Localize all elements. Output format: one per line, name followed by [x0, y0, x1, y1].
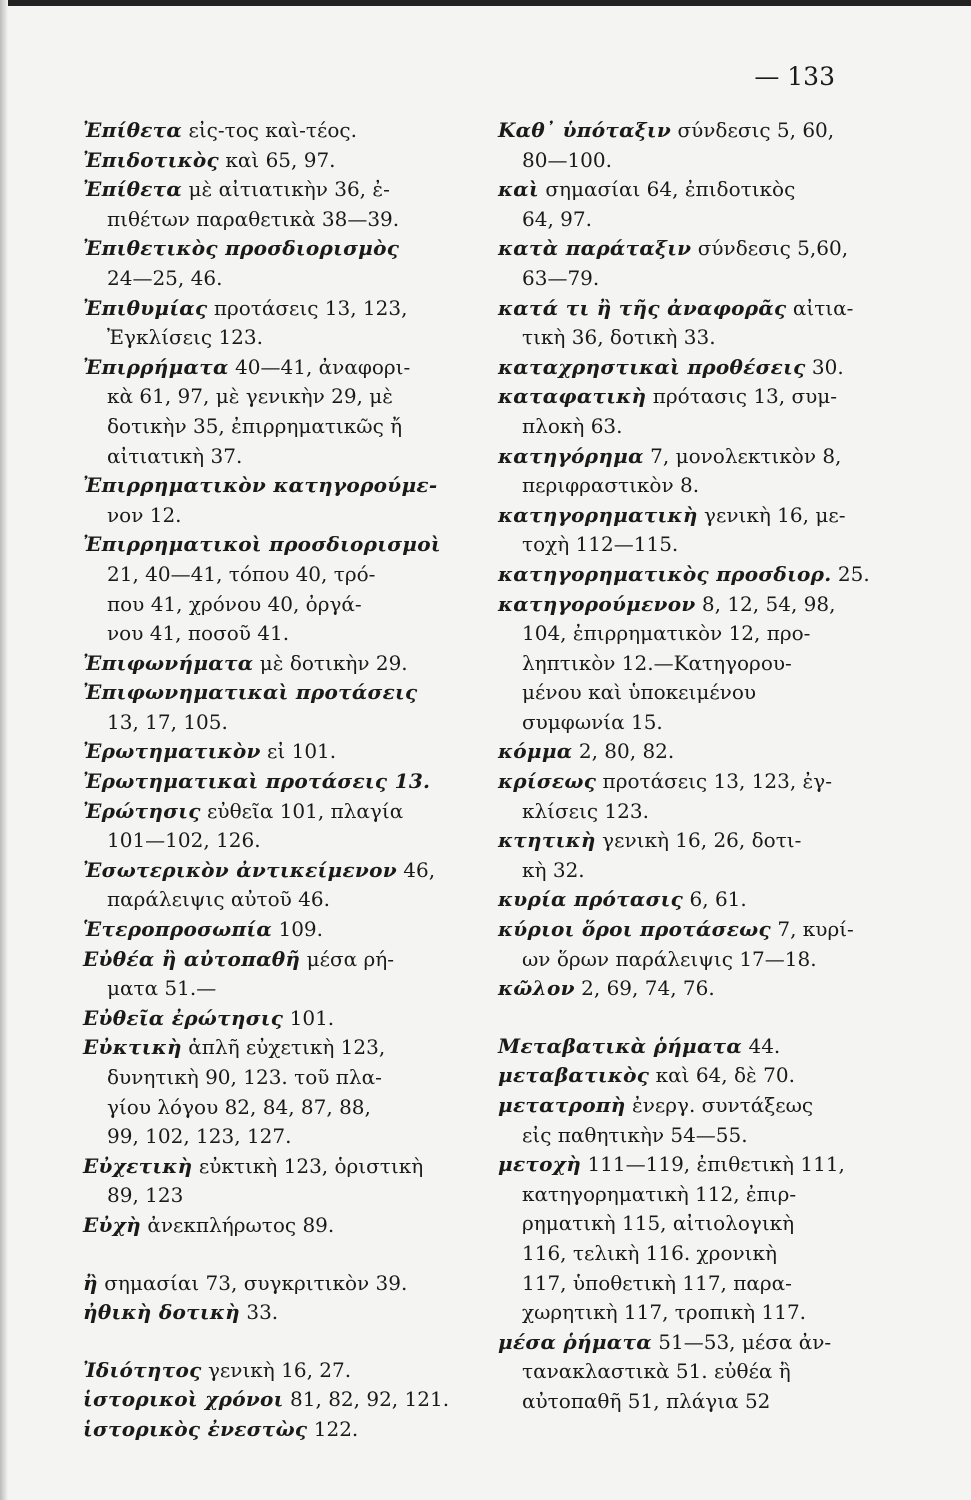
index-entry-line	[498, 767, 858, 797]
index-entry-refs: εἰς παθητικὴν 54—55.	[522, 1122, 748, 1147]
index-entry-refs: τοχὴ 112—115.	[522, 532, 679, 557]
index-entry-term: μετατροπὴ	[498, 1093, 626, 1117]
index-entry	[83, 530, 443, 648]
index-entry-refs: 30.	[805, 354, 844, 379]
index-entry-line	[83, 1063, 443, 1093]
index-entry-refs: ληπτικὸν 12.—Κατηγορου-	[522, 650, 792, 675]
index-entry-line	[498, 1387, 858, 1417]
index-entry-term: Ἐρωτηματικαὶ προτάσεις 13.	[83, 769, 431, 794]
index-entry	[83, 1356, 443, 1386]
index-entry-line	[83, 1181, 443, 1211]
index-entry-term: Ἰδιότητος	[83, 1357, 202, 1382]
index-entry-refs: που 41, χρόνου 40, ὀργά-	[107, 591, 362, 616]
index-entry-refs: 51—53, μέσα ἀν-	[651, 1329, 832, 1354]
index-entry	[498, 175, 858, 234]
index-entry	[498, 560, 870, 590]
index-entry-term: καὶ	[498, 177, 539, 202]
index-entry-line	[498, 353, 858, 383]
index-entry-term: κυρία πρότασις	[498, 887, 684, 912]
index-entry-refs: πιθέτων παραθετικὰ 38—39.	[107, 206, 400, 231]
index-entry	[83, 1211, 443, 1241]
index-entry-refs: γίου λόγου 82, 84, 87, 88,	[107, 1094, 371, 1119]
index-entry-term: Ἐρωτηματικὸν	[83, 739, 261, 764]
page-top-edge	[0, 0, 971, 6]
index-entry-line	[498, 1209, 858, 1239]
index-entry-refs: 80—100.	[522, 147, 612, 172]
section-gap	[498, 1004, 858, 1032]
index-entry-refs: σύνδεσις 5, 60,	[671, 118, 835, 142]
index-entry	[83, 175, 443, 234]
index-entry-term: Ἐπίθετα	[83, 118, 183, 142]
index-entry-line	[83, 1415, 443, 1445]
index-entry	[83, 856, 443, 915]
index-entry-refs: ων ὅρων παράλειψις 17—18.	[522, 946, 817, 971]
index-entry	[83, 945, 443, 1004]
index-entry-line	[83, 649, 443, 679]
index-entry	[83, 1004, 443, 1034]
index-entry-line	[83, 294, 443, 324]
index-entry-refs: ἀνεκπλήρωτος 89.	[141, 1212, 335, 1237]
index-entry	[498, 382, 858, 441]
index-entry-refs: νον 12.	[107, 502, 182, 527]
index-entry-refs: κὰ 61, 97, μὲ γενικὴν 29, μὲ	[107, 384, 393, 409]
index-entry-term: Ἐσωτερικὸν ἀντικείμενον	[83, 857, 397, 882]
index-entry-refs: 109.	[272, 917, 323, 942]
index-entry-refs: 21, 40—41, τόπου 40, τρό-	[107, 561, 376, 586]
index-entry-term: κῶλον	[498, 976, 575, 1001]
index-entry-line	[83, 826, 443, 856]
index-entry-line	[83, 146, 443, 176]
index-entry-refs: 2, 69, 74, 76.	[574, 976, 715, 1001]
index-entry	[498, 1061, 858, 1091]
index-entry-refs: 8, 12, 54, 98,	[695, 591, 836, 616]
index-entry-line	[83, 974, 443, 1004]
index-entry-term: Εὐκτικὴ	[83, 1035, 182, 1060]
index-entry-refs: 40—41, ἀναφορι-	[228, 354, 411, 379]
index-entry-line	[83, 501, 443, 531]
index-entry-line	[83, 116, 443, 146]
index-entry	[498, 885, 858, 915]
index-entry-line	[83, 442, 443, 472]
index-entry-term: κατηγορούμενον	[498, 591, 696, 616]
index-entry-refs: γενικὴ 16, με-	[697, 502, 846, 527]
index-entry	[83, 737, 443, 767]
index-entry-refs: χωρητικὴ 117, τροπικὴ 117.	[522, 1300, 807, 1325]
index-entry	[498, 1091, 858, 1150]
index-entry-refs: 122.	[307, 1416, 359, 1441]
index-entry-line	[498, 560, 870, 590]
index-entry	[83, 353, 443, 471]
index-entry	[83, 649, 443, 679]
index-entry-line	[498, 945, 858, 975]
index-entry	[83, 915, 443, 945]
index-entry-refs: 99, 102, 123, 127.	[107, 1124, 292, 1149]
index-entry-term: μέσα ῥήματα	[498, 1329, 652, 1354]
index-entry-term: Ἐπιρρηματικοὶ προσδιορισμοὶ	[83, 532, 441, 557]
index-entry-term: κατηγόρημα	[498, 443, 644, 468]
index-entry-line	[498, 1121, 858, 1151]
index-entry-line	[498, 590, 858, 620]
index-entry-line	[498, 1298, 858, 1328]
index-entry-refs: 101—102, 126.	[107, 828, 261, 853]
index-entry-line	[498, 1091, 858, 1121]
index-entry-refs: μέσα ρή-	[300, 946, 394, 971]
index-entry-refs: δοτικὴν 35, ἐπιρρηματικῶς ἤ	[107, 413, 403, 438]
index-entry	[83, 234, 443, 293]
index-entry-line	[83, 797, 443, 827]
index-entry-term: Ἐπιφωνηματικαὶ προτάσεις	[83, 680, 418, 705]
index-entry-line	[83, 471, 443, 501]
index-entry-line	[83, 412, 443, 442]
index-entry	[83, 1298, 443, 1328]
index-entry	[498, 737, 858, 767]
index-entry-term: Εὐχὴ	[83, 1212, 142, 1237]
index-entry-line	[498, 442, 858, 472]
index-entry-line	[498, 797, 858, 827]
index-entry	[498, 974, 858, 1004]
index-entry-refs: κατηγορηματικὴ 112, ἐπιρ-	[522, 1181, 797, 1206]
index-entry	[498, 826, 858, 885]
index-entry-refs: εἰς-τος καὶ-τέος.	[182, 118, 357, 142]
index-entry-line	[83, 323, 443, 353]
index-entry-line	[83, 353, 443, 383]
index-entry-refs: σημασίαι 73, συγκριτικὸν 39.	[97, 1270, 408, 1295]
index-entry-line	[498, 915, 858, 945]
index-entry-term: μετοχὴ	[498, 1152, 582, 1177]
index-entry-refs: μὲ δοτικὴν 29.	[253, 650, 408, 675]
index-entry	[498, 767, 858, 826]
index-entry	[83, 797, 443, 856]
index-entry-line	[498, 885, 858, 915]
index-entry-line	[83, 1211, 443, 1241]
index-entry-line	[498, 264, 858, 294]
index-entry	[83, 471, 443, 530]
index-entry-line	[498, 412, 858, 442]
index-entry	[83, 146, 443, 176]
index-entry-refs: ματα 51.—	[107, 976, 217, 1001]
index-entry-term: Καθ᾿ ὑπόταξιν	[498, 118, 672, 142]
index-entry-line	[83, 678, 443, 708]
index-entry-line	[83, 1298, 443, 1328]
index-entry-line	[498, 826, 858, 856]
index-entry-term: κατηγορηματικὸς προσδιορ.	[498, 561, 832, 586]
index-entry-line	[498, 708, 858, 738]
index-entry-line	[83, 234, 443, 264]
index-entry-refs: εὐκτικὴ 123, ὁριστικὴ	[192, 1153, 424, 1178]
index-entry-term: μεταβατικὸς	[498, 1063, 650, 1088]
index-entry-line	[83, 264, 443, 294]
section-gap	[83, 1328, 443, 1356]
index-entry-term: Ἐπιρρηματικὸν κατηγορούμε-	[83, 473, 438, 498]
index-entry-line	[83, 1122, 443, 1152]
index-entry-line	[498, 1269, 858, 1299]
index-entry	[83, 116, 443, 146]
index-entry-refs: 2, 80, 82.	[572, 739, 675, 764]
index-entry-term: Ἐπιφωνήματα	[83, 650, 254, 675]
index-entry-line	[83, 1385, 450, 1415]
index-entry	[498, 590, 858, 738]
index-column-left	[83, 116, 450, 1445]
index-entry-refs: 63—79.	[522, 265, 600, 290]
index-entry-refs: εὐθεῖα 101, πλαγία	[200, 798, 404, 823]
index-entry-line	[498, 1061, 858, 1091]
index-entry-line	[83, 382, 443, 412]
index-entry	[498, 116, 858, 175]
index-entry-refs: 33.	[240, 1300, 279, 1325]
index-entry-line	[83, 915, 443, 945]
index-entry-refs: πλοκὴ 63.	[522, 413, 623, 438]
index-entry-term: Εὐθέα ἢ αὐτοπαθῆ	[83, 946, 301, 971]
index-entry-refs: κὴ 32.	[522, 857, 585, 882]
index-entry-line	[83, 1033, 443, 1063]
index-entry	[498, 1150, 858, 1328]
index-entry	[83, 678, 443, 737]
index-entry-term: Εὐθεῖα ἐρώτησις	[83, 1005, 284, 1030]
index-entry-line	[83, 885, 443, 915]
index-entry-refs: εἰ 101.	[260, 739, 337, 764]
index-entry-line	[498, 1180, 858, 1210]
index-entry-term: κτητικὴ	[498, 828, 596, 853]
index-entry-line	[83, 1093, 443, 1123]
index-entry-refs: τανακλαστικὰ 51. εὐθέα ἢ	[522, 1359, 791, 1384]
index-entry-line	[83, 1356, 443, 1386]
index-entry	[498, 915, 858, 974]
index-entry-term: κατὰ παράταξιν	[498, 236, 692, 261]
index-entry-line	[498, 382, 858, 412]
index-entry	[498, 442, 858, 501]
index-entry-term: κύριοι ὅροι προτάσεως	[498, 917, 771, 942]
index-entry-refs: καὶ 65, 97.	[219, 147, 336, 172]
index-entry-refs: 24—25, 46.	[107, 265, 223, 290]
index-entry-refs: Ἐγκλίσεις 123.	[107, 325, 263, 350]
index-entry-refs: μένου καὶ ὑποκειμένου	[522, 680, 757, 705]
index-entry-line	[498, 294, 858, 324]
index-entry-refs: περιφραστικὸν 8.	[522, 473, 700, 498]
index-entry	[83, 1269, 443, 1299]
index-entry-refs: 111—119, ἐπιθετικὴ 111,	[581, 1152, 845, 1177]
index-entry-refs: 7, μονολεκτικὸν 8,	[643, 443, 842, 468]
index-entry-refs: νου 41, ποσοῦ 41.	[107, 621, 290, 646]
index-entry-line	[498, 678, 858, 708]
index-entry-term: Ἐπιθυμίας	[83, 295, 208, 320]
index-entry-term: ἠθικὴ δοτικὴ	[83, 1300, 240, 1325]
index-entry-refs: ἐνεργ. συντάξεως	[625, 1093, 814, 1117]
index-entry-line	[83, 1269, 443, 1299]
index-entry	[83, 1385, 450, 1415]
index-entry-line	[498, 1328, 858, 1358]
index-entry-refs: τικὴ 36, δοτικὴ 33.	[522, 325, 716, 350]
index-entry-line	[498, 1239, 858, 1269]
index-entry-line	[83, 737, 443, 767]
index-entry-line	[498, 501, 858, 531]
index-entry-refs: 89, 123	[107, 1183, 184, 1208]
index-entry-refs: πρότασις 13, συμ-	[646, 384, 838, 409]
index-entry-refs: συμφωνία 15.	[522, 709, 663, 734]
index-entry-line	[83, 945, 443, 975]
page-left-edge	[0, 0, 8, 1500]
index-entry	[498, 353, 858, 383]
index-entry-term: καταφατικὴ	[498, 384, 647, 409]
index-column-right	[498, 116, 870, 1417]
index-entry-line	[498, 1150, 858, 1180]
index-entry-refs: καὶ 64, δὲ 70.	[649, 1063, 795, 1088]
index-entry	[83, 767, 443, 797]
index-entry-line	[83, 205, 443, 235]
index-entry-term: Ἐπιδοτικὸς	[83, 147, 219, 172]
index-entry-line	[83, 708, 443, 738]
index-entry-line	[83, 590, 443, 620]
index-entry	[498, 501, 858, 560]
index-entry-refs: γενικὴ 16, 26, δοτι-	[595, 828, 802, 853]
index-entry-refs: 46,	[396, 857, 436, 882]
index-entry-line	[498, 856, 858, 886]
index-entry-term: ἢ	[83, 1270, 98, 1295]
index-entry-line	[498, 737, 858, 767]
index-entry-refs: γενικὴ 16, 27.	[201, 1357, 352, 1382]
index-entry-line	[498, 649, 858, 679]
index-entry-line	[83, 619, 443, 649]
index-entry-line	[498, 471, 858, 501]
index-entry	[83, 1152, 443, 1211]
index-entry-refs: μὲ αἰτιατικὴν 36, ἐ-	[182, 177, 390, 202]
index-entry	[498, 234, 858, 293]
index-entry-refs: παράλειψις αὐτοῦ 46.	[107, 887, 330, 912]
index-entry-term: Ἐρώτησις	[83, 798, 201, 823]
index-entry-refs: σημασίαι 64, ἐπιδοτικὸς	[538, 177, 796, 202]
index-entry-refs: 116, τελικὴ 116. χρονικὴ	[522, 1240, 777, 1265]
index-entry	[498, 1032, 858, 1062]
index-entry-line	[498, 1357, 858, 1387]
index-entry-line	[498, 619, 858, 649]
index-entry-line	[83, 175, 443, 205]
index-entry-line	[498, 205, 858, 235]
index-entry-line	[498, 116, 858, 146]
index-entry-refs: 7, κυρί-	[771, 917, 854, 942]
index-entry-refs: προτάσεις 13, 123,	[207, 295, 408, 320]
index-entry	[83, 1415, 443, 1445]
index-entry-term: Ἐπίθετα	[83, 177, 183, 202]
page-number: — 133	[754, 62, 835, 91]
index-entry-refs: ρηματικὴ 115, αἰτιολογικὴ	[522, 1211, 795, 1236]
index-entry-line	[83, 560, 443, 590]
index-entry-term: κατά τι ἢ τῆς ἀναφορᾶς	[498, 295, 787, 320]
index-entry-refs: 44.	[742, 1033, 781, 1058]
index-entry-term: κρίσεως	[498, 769, 597, 794]
index-entry-term: κόμμα	[498, 739, 573, 764]
index-entry-refs: προτάσεις 13, 123, ἐγ-	[596, 769, 832, 794]
index-entry-line	[498, 146, 858, 176]
index-entry-line	[498, 1032, 858, 1062]
index-entry	[498, 1328, 858, 1417]
index-entry-line	[498, 234, 858, 264]
index-entry	[83, 294, 443, 353]
index-entry-refs: δυνητικὴ 90, 123. τοῦ πλα-	[107, 1065, 382, 1089]
index-entry-refs: αἰτια-	[786, 295, 854, 320]
index-entry-refs: κλίσεις 123.	[522, 798, 649, 823]
index-entry-refs: αἰτιατικὴ 37.	[107, 443, 243, 468]
index-entry-refs: σύνδεσις 5,60,	[691, 236, 849, 261]
index-entry-refs: ἁπλῆ εὐχετικὴ 123,	[181, 1035, 386, 1060]
index-entry-refs: 101.	[283, 1005, 335, 1030]
index-entry	[498, 294, 858, 353]
index-entry	[83, 1033, 443, 1151]
index-entry-refs: 81, 82, 92, 121.	[283, 1387, 450, 1412]
index-entry-term: Ἐπιρρήματα	[83, 354, 229, 379]
index-entry-term: καταχρηστικαὶ προθέσεις	[498, 354, 806, 379]
index-entry-refs: 104, ἐπιρρηματικὸν 12, προ-	[522, 621, 811, 646]
index-entry-line	[498, 175, 858, 205]
index-entry-refs: 117, ὑποθετικὴ 117, παρα-	[522, 1270, 792, 1295]
index-entry-refs: 64, 97.	[522, 206, 592, 231]
index-entry-line	[498, 974, 858, 1004]
section-gap	[83, 1241, 443, 1269]
index-entry-term: ἱστορικοὶ χρόνοι	[83, 1387, 284, 1412]
index-entry-refs: 6, 61.	[683, 887, 747, 912]
index-entry-line	[83, 1152, 443, 1182]
index-entry-refs: 13, 17, 105.	[107, 709, 228, 734]
index-entry-line	[498, 530, 858, 560]
index-entry-term: Ἑτεροπροσωπία	[83, 917, 273, 942]
index-entry-term: Ἐπιθετικὸς προσδιορισμὸς	[83, 236, 400, 261]
index-entry-term: Εὐχετικὴ	[83, 1153, 193, 1178]
index-entry-line	[83, 856, 443, 886]
index-entry-line	[83, 530, 443, 560]
index-entry-term: ἱστορικὸς ἐνεστὼς	[83, 1416, 308, 1441]
index-entry-line	[83, 1004, 443, 1034]
index-entry-refs: 25.	[831, 561, 870, 586]
index-entry-line	[498, 323, 858, 353]
index-entry-term: κατηγορηματικὴ	[498, 502, 698, 527]
index-entry-refs: αὐτοπαθῆ 51, πλάγια 52	[522, 1388, 771, 1413]
index-entry-term: Μεταβατικὰ ῥήματα	[498, 1033, 743, 1058]
index-entry-line	[83, 767, 443, 797]
